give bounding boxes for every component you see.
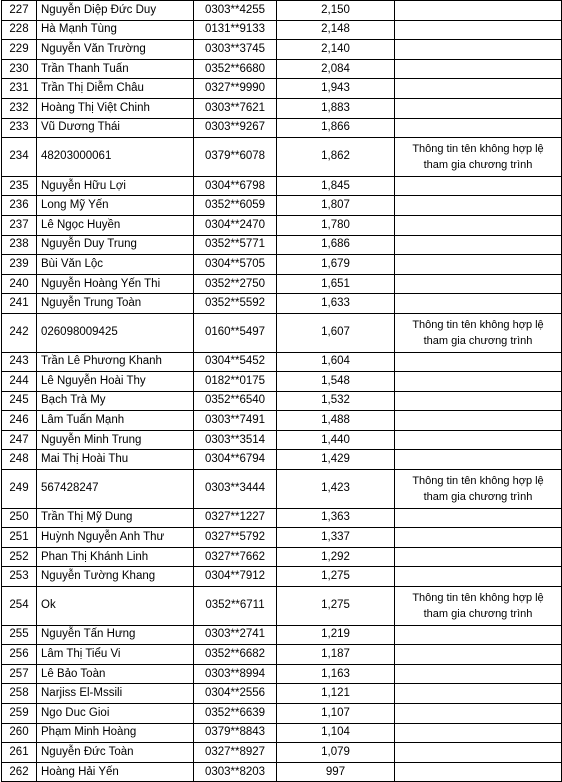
table-row <box>2 138 562 177</box>
note-cell <box>395 196 562 216</box>
row-number-cell: 236 <box>2 196 37 216</box>
row-number-cell: 244 <box>2 372 37 392</box>
points-cell: 1,845 <box>277 176 395 196</box>
points-cell: 1,532 <box>277 391 395 411</box>
results-table-body <box>2 1 562 782</box>
row-number-cell: 237 <box>2 215 37 235</box>
points-cell: 1,275 <box>277 567 395 587</box>
table-row <box>2 59 562 79</box>
phone-cell: 0304**2470 <box>194 215 277 235</box>
note-cell <box>395 352 562 372</box>
note-cell <box>395 20 562 40</box>
row-number-cell: 248 <box>2 450 37 470</box>
table-row <box>2 625 562 645</box>
phone-cell: 0160**5497 <box>194 313 277 352</box>
name-cell: Trần Thanh Tuấn <box>37 59 194 79</box>
phone-cell: 0303**8994 <box>194 664 277 684</box>
points-cell: 2,084 <box>277 59 395 79</box>
table-row <box>2 176 562 196</box>
row-number-cell: 232 <box>2 98 37 118</box>
phone-cell: 0303**3745 <box>194 40 277 60</box>
row-number-cell: 231 <box>2 79 37 99</box>
points-cell: 1,686 <box>277 235 395 255</box>
phone-cell: 0304**5452 <box>194 352 277 372</box>
name-cell: Nguyễn Minh Trung <box>37 430 194 450</box>
points-cell: 997 <box>277 762 395 782</box>
note-cell <box>395 684 562 704</box>
name-cell: Lê Nguyễn Hoài Thy <box>37 372 194 392</box>
points-cell: 1,079 <box>277 743 395 763</box>
row-number-cell: 259 <box>2 704 37 724</box>
name-cell: Nguyễn Đức Toàn <box>37 743 194 763</box>
row-number-cell: 233 <box>2 118 37 138</box>
row-number-cell: 253 <box>2 567 37 587</box>
table-row <box>2 40 562 60</box>
note-cell <box>395 645 562 665</box>
note-cell <box>395 176 562 196</box>
row-number-cell: 243 <box>2 352 37 372</box>
row-number-cell: 228 <box>2 20 37 40</box>
points-cell: 1,423 <box>277 470 395 509</box>
note-cell <box>395 1 562 21</box>
points-cell: 1,862 <box>277 138 395 177</box>
name-cell: Nguyễn Hoàng Yến Thi <box>37 274 194 294</box>
name-cell: Nguyễn Tấn Hưng <box>37 625 194 645</box>
note-cell: Thông tin tên không hợp lệ tham gia chương trình <box>395 470 562 509</box>
note-cell <box>395 547 562 567</box>
phone-cell: 0304**7912 <box>194 567 277 587</box>
table-row <box>2 372 562 392</box>
row-number-cell: 242 <box>2 313 37 352</box>
note-cell <box>395 255 562 275</box>
phone-cell: 0352**6711 <box>194 587 277 626</box>
phone-cell: 0352**5771 <box>194 235 277 255</box>
phone-cell: 0303**7621 <box>194 98 277 118</box>
name-cell: Lê Ngọc Huyền <box>37 215 194 235</box>
note-cell <box>395 704 562 724</box>
table-row <box>2 98 562 118</box>
table-row <box>2 743 562 763</box>
phone-cell: 0304**5705 <box>194 255 277 275</box>
name-cell: Phan Thị Khánh Linh <box>37 547 194 567</box>
phone-cell: 0303**7491 <box>194 411 277 431</box>
name-cell: Vũ Dương Thái <box>37 118 194 138</box>
row-number-cell: 240 <box>2 274 37 294</box>
row-number-cell: 252 <box>2 547 37 567</box>
points-cell: 1,633 <box>277 294 395 314</box>
row-number-cell: 250 <box>2 508 37 528</box>
row-number-cell: 258 <box>2 684 37 704</box>
points-cell: 1,807 <box>277 196 395 216</box>
name-cell: Long Mỹ Yến <box>37 196 194 216</box>
points-cell: 1,107 <box>277 704 395 724</box>
name-cell: Bùi Văn Lộc <box>37 255 194 275</box>
name-cell: Hoàng Hải Yến <box>37 762 194 782</box>
name-cell: Hoàng Thị Việt Chinh <box>37 98 194 118</box>
table-row <box>2 450 562 470</box>
note-cell <box>395 450 562 470</box>
row-number-cell: 241 <box>2 294 37 314</box>
points-cell: 1,548 <box>277 372 395 392</box>
table-row <box>2 235 562 255</box>
table-row <box>2 508 562 528</box>
phone-cell: 0131**9133 <box>194 20 277 40</box>
note-cell: Thông tin tên không hợp lệ tham gia chương trình <box>395 587 562 626</box>
table-row <box>2 20 562 40</box>
name-cell: 026098009425 <box>37 313 194 352</box>
points-cell: 1,604 <box>277 352 395 372</box>
note-cell <box>395 274 562 294</box>
table-row <box>2 684 562 704</box>
row-number-cell: 249 <box>2 470 37 509</box>
table-row <box>2 430 562 450</box>
row-number-cell: 256 <box>2 645 37 665</box>
phone-cell: 0327**7662 <box>194 547 277 567</box>
note-cell <box>395 372 562 392</box>
points-cell: 1,440 <box>277 430 395 450</box>
name-cell: Trần Lê Phương Khanh <box>37 352 194 372</box>
table-row <box>2 704 562 724</box>
table-row <box>2 528 562 548</box>
note-cell <box>395 98 562 118</box>
phone-cell: 0303**3514 <box>194 430 277 450</box>
row-number-cell: 261 <box>2 743 37 763</box>
name-cell: Lâm Thị Tiểu Vi <box>37 645 194 665</box>
note-cell <box>395 294 562 314</box>
name-cell: Huỳnh Nguyễn Anh Thư <box>37 528 194 548</box>
row-number-cell: 251 <box>2 528 37 548</box>
points-cell: 1,651 <box>277 274 395 294</box>
phone-cell: 0327**9990 <box>194 79 277 99</box>
phone-cell: 0303**2741 <box>194 625 277 645</box>
phone-cell: 0352**6540 <box>194 391 277 411</box>
row-number-cell: 239 <box>2 255 37 275</box>
points-cell: 1,607 <box>277 313 395 352</box>
name-cell: Ok <box>37 587 194 626</box>
note-cell <box>395 664 562 684</box>
row-number-cell: 234 <box>2 138 37 177</box>
note-cell <box>395 59 562 79</box>
points-cell: 1,866 <box>277 118 395 138</box>
note-cell <box>395 762 562 782</box>
points-cell: 1,275 <box>277 587 395 626</box>
name-cell: Nguyễn Duy Trung <box>37 235 194 255</box>
row-number-cell: 247 <box>2 430 37 450</box>
phone-cell: 0327**5792 <box>194 528 277 548</box>
table-row <box>2 723 562 743</box>
points-cell: 1,679 <box>277 255 395 275</box>
points-cell: 1,883 <box>277 98 395 118</box>
note-cell <box>395 430 562 450</box>
phone-cell: 0352**5592 <box>194 294 277 314</box>
row-number-cell: 227 <box>2 1 37 21</box>
points-cell: 1,363 <box>277 508 395 528</box>
table-row <box>2 762 562 782</box>
results-table <box>1 0 562 782</box>
note-cell <box>395 411 562 431</box>
table-row <box>2 255 562 275</box>
phone-cell: 0303**9267 <box>194 118 277 138</box>
name-cell: Nguyễn Tường Khang <box>37 567 194 587</box>
note-cell <box>395 567 562 587</box>
table-row <box>2 567 562 587</box>
phone-cell: 0379**6078 <box>194 138 277 177</box>
note-cell <box>395 723 562 743</box>
phone-cell: 0379**8843 <box>194 723 277 743</box>
name-cell: Nguyễn Văn Trường <box>37 40 194 60</box>
name-cell: Phạm Minh Hoàng <box>37 723 194 743</box>
name-cell: Ngo Duc Gioi <box>37 704 194 724</box>
name-cell: 48203000061 <box>37 138 194 177</box>
points-cell: 1,219 <box>277 625 395 645</box>
name-cell: Nguyễn Diệp Đức Duy <box>37 1 194 21</box>
table-row <box>2 470 562 509</box>
name-cell: Trần Thị Diễm Châu <box>37 79 194 99</box>
points-cell: 1,780 <box>277 215 395 235</box>
row-number-cell: 229 <box>2 40 37 60</box>
table-row <box>2 118 562 138</box>
row-number-cell: 262 <box>2 762 37 782</box>
note-cell <box>395 391 562 411</box>
name-cell: Bạch Trà My <box>37 391 194 411</box>
points-cell: 2,150 <box>277 1 395 21</box>
name-cell: Lê Bảo Toàn <box>37 664 194 684</box>
phone-cell: 0352**2750 <box>194 274 277 294</box>
points-cell: 1,292 <box>277 547 395 567</box>
table-row <box>2 352 562 372</box>
phone-cell: 0352**6059 <box>194 196 277 216</box>
phone-cell: 0352**6639 <box>194 704 277 724</box>
points-cell: 1,337 <box>277 528 395 548</box>
points-cell: 1,187 <box>277 645 395 665</box>
table-row <box>2 196 562 216</box>
note-cell <box>395 625 562 645</box>
table-row <box>2 215 562 235</box>
table-row <box>2 411 562 431</box>
note-cell <box>395 235 562 255</box>
table-row <box>2 587 562 626</box>
row-number-cell: 257 <box>2 664 37 684</box>
points-cell: 1,943 <box>277 79 395 99</box>
row-number-cell: 255 <box>2 625 37 645</box>
table-row <box>2 79 562 99</box>
row-number-cell: 246 <box>2 411 37 431</box>
points-cell: 1,429 <box>277 450 395 470</box>
phone-cell: 0352**6682 <box>194 645 277 665</box>
row-number-cell: 245 <box>2 391 37 411</box>
phone-cell: 0304**2556 <box>194 684 277 704</box>
points-cell: 2,148 <box>277 20 395 40</box>
phone-cell: 0327**1227 <box>194 508 277 528</box>
phone-cell: 0352**6680 <box>194 59 277 79</box>
name-cell: Narjiss El-Mssili <box>37 684 194 704</box>
table-row <box>2 1 562 21</box>
table-row <box>2 645 562 665</box>
table-row <box>2 547 562 567</box>
points-cell: 1,488 <box>277 411 395 431</box>
note-cell <box>395 508 562 528</box>
phone-cell: 0327**8927 <box>194 743 277 763</box>
name-cell: Hà Mạnh Tùng <box>37 20 194 40</box>
phone-cell: 0303**8203 <box>194 762 277 782</box>
name-cell: Nguyễn Trung Toàn <box>37 294 194 314</box>
note-cell <box>395 40 562 60</box>
phone-cell: 0304**6798 <box>194 176 277 196</box>
points-cell: 1,104 <box>277 723 395 743</box>
row-number-cell: 235 <box>2 176 37 196</box>
points-cell: 1,163 <box>277 664 395 684</box>
note-cell <box>395 528 562 548</box>
phone-cell: 0304**6794 <box>194 450 277 470</box>
row-number-cell: 230 <box>2 59 37 79</box>
phone-cell: 0303**3444 <box>194 470 277 509</box>
name-cell: Lâm Tuấn Mạnh <box>37 411 194 431</box>
row-number-cell: 238 <box>2 235 37 255</box>
note-cell <box>395 743 562 763</box>
name-cell: Trần Thị Mỹ Dung <box>37 508 194 528</box>
phone-cell: 0182**0175 <box>194 372 277 392</box>
name-cell: Nguyễn Hữu Lợi <box>37 176 194 196</box>
row-number-cell: 260 <box>2 723 37 743</box>
row-number-cell: 254 <box>2 587 37 626</box>
note-cell <box>395 79 562 99</box>
note-cell: Thông tin tên không hợp lệ tham gia chương trình <box>395 313 562 352</box>
phone-cell: 0303**4255 <box>194 1 277 21</box>
name-cell: Mai Thị Hoài Thu <box>37 450 194 470</box>
points-cell: 1,121 <box>277 684 395 704</box>
note-cell <box>395 215 562 235</box>
table-row <box>2 274 562 294</box>
table-row <box>2 313 562 352</box>
note-cell: Thông tin tên không hợp lệ tham gia chương trình <box>395 138 562 177</box>
note-cell <box>395 118 562 138</box>
table-row <box>2 664 562 684</box>
points-cell: 2,140 <box>277 40 395 60</box>
table-row <box>2 294 562 314</box>
table-row <box>2 391 562 411</box>
name-cell: 567428247 <box>37 470 194 509</box>
